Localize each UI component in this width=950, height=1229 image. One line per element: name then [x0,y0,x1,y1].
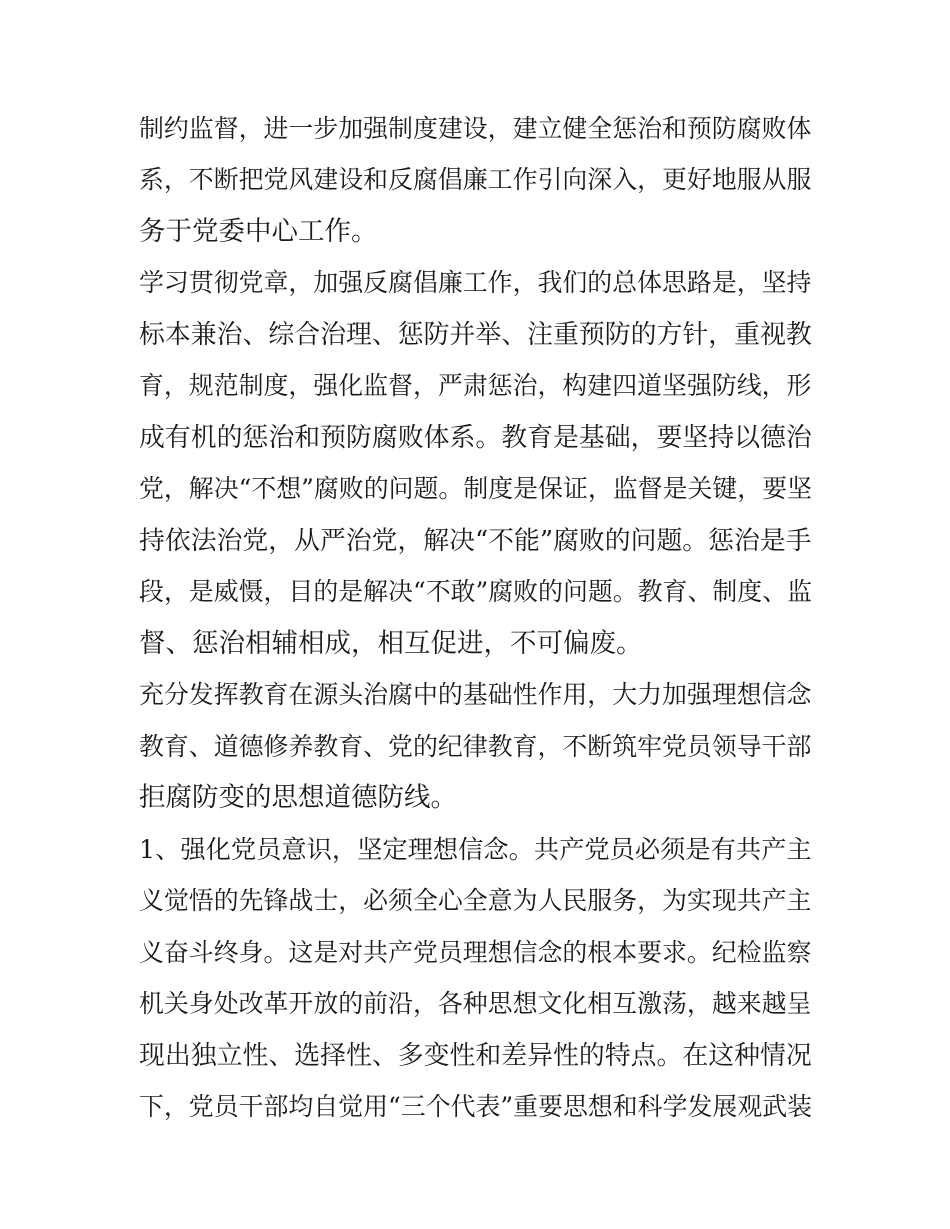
text-line: 教育、道德修养教育、党的纪律教育，不断筑牢党员领导干部 [139,732,812,761]
text-line: 充分发挥教育在源头治腐中的基础性作用，大力加强理想信念 [139,680,812,709]
text-line: 督、惩治相辅相成，相互促进，不可偏废。 [139,628,643,659]
text-line: 系，不断把党风建设和反腐倡廉工作引向深入，更好地服从服 [139,165,812,194]
text-line: 育，规范制度，强化监督，严肃惩治，构建四道坚强防线，形 [139,371,812,400]
text-line: 学习贯彻党章，加强反腐倡廉工作，我们的总体思路是，坚持 [139,268,812,297]
text-line: 务于党委中心工作。 [139,216,378,247]
text-line: 持依法治党，从严治党，解决“不能”腐败的问题。惩治是手 [139,526,812,556]
text-line: 义奋斗终身。这是对共产党员理想信念的根本要求。纪检监察 [139,938,812,967]
text-line: 义觉悟的先锋战士，必须全心全意为人民服务，为实现共产主 [139,886,812,915]
text-line: 拒腐防变的思想道德防线。 [139,782,457,813]
text-line: 下，党员干部均自觉用“三个代表”重要思想和科学发展观武装 [139,1092,813,1121]
text-line: 标本兼治、综合治理、惩防并举、注重预防的方针，重视教 [139,320,812,350]
text-line: 1、强化党员意识，坚定理想信念。共产党员必须是有共产主 [139,835,812,864]
text-line: 段，是威慑，目的是解决“不敢”腐败的问题。教育、制度、监 [139,577,813,606]
text-line: 成有机的惩治和预防腐败体系。教育是基础，要坚持以德治 [139,423,812,453]
text-line: 制约监督，进一步加强制度建设，建立健全惩治和预防腐败体 [139,114,812,143]
text-line: 党，解决“不想”腐败的问题。制度是保证，监督是关键，要坚 [139,474,813,503]
text-line: 机关身处改革开放的前沿，各种思想文化相互激荡，越来越呈 [139,989,812,1018]
text-line: 现出独立性、选择性、多变性和差异性的特点。在这种情况 [139,1041,812,1071]
